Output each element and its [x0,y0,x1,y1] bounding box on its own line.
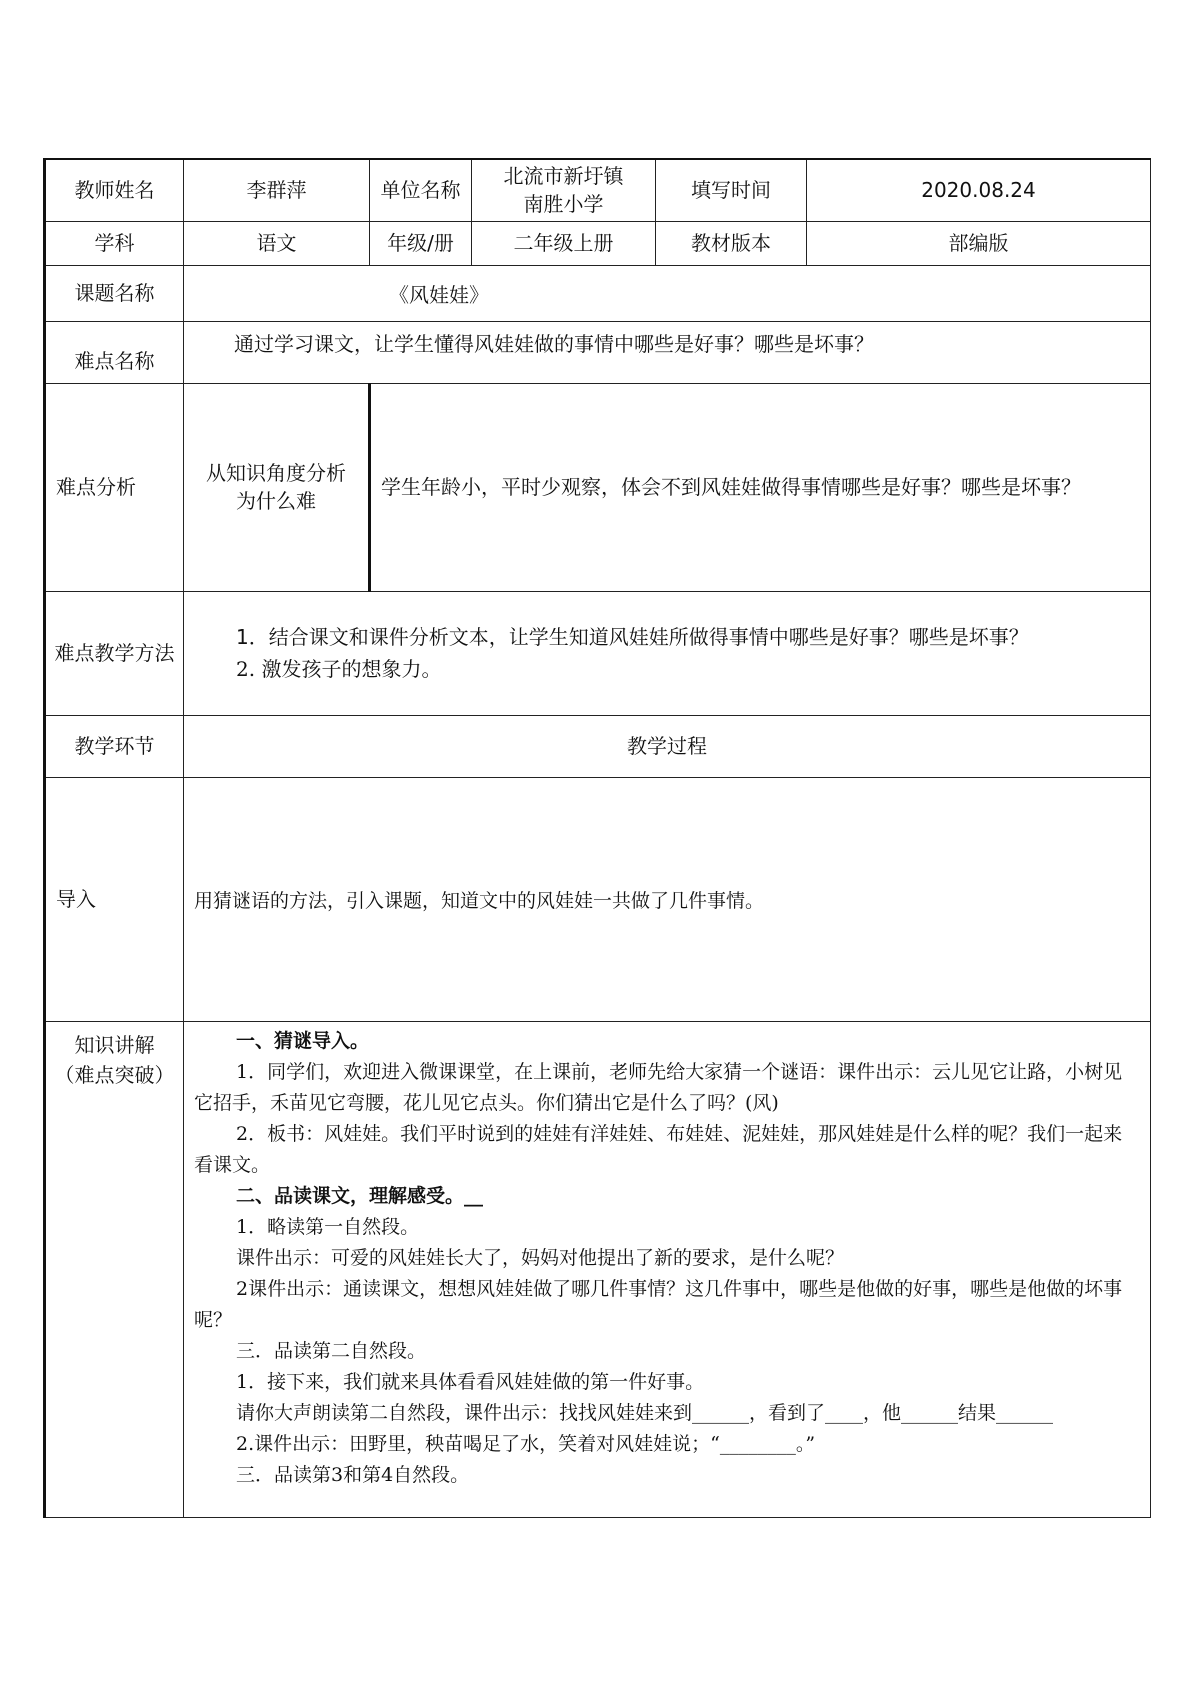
analysis-label: 难点分析 [45,383,184,591]
date-value: 2020.08.24 [807,159,1151,221]
difficulty-label: 难点名称 [45,321,184,383]
teacher-value: 李群萍 [184,159,370,221]
analysis-sub-label: 从知识角度分析为什么难 [184,383,370,591]
edition-value: 部编版 [807,221,1151,265]
knowledge-label-line2: （难点突破） [54,1062,175,1087]
edition-label: 教材版本 [656,221,807,265]
date-label: 填写时间 [656,159,807,221]
knowledge-line: 2．板书：风娃娃。我们平时说到的娃娃有洋娃娃、布娃娃、泥娃娃，那风娃娃是什么样的呢？我们一起来看课文。 [194,1122,1123,1176]
row-topic [45,265,1151,321]
row-knowledge [45,1021,1151,1517]
analysis-value: 学生年龄小，平时少观察，体会不到风娃娃做得事情哪些是好事？哪些是坏事？ [370,383,1151,591]
process-title: 教学过程 [184,715,1151,777]
methods-label: 难点教学方法 [45,591,184,715]
row-difficulty [45,321,1151,383]
lesson-plan-table [43,158,1151,1518]
methods-item-1: 1．结合课文和课件分析文本，让学生知道风娃娃所做得事情中哪些是好事？哪些是坏事？ [236,625,1029,649]
grade-label: 年级/册 [370,221,472,265]
knowledge-line: 2.课件出示：田野里，秧苗喝足了水，笑着对风娃娃说；“________。” [236,1432,816,1455]
methods-list [184,591,1151,715]
intro-value: 用猜谜语的方法，引入课题，知道文中的风娃娃一共做了几件事情。 [184,777,1151,1021]
topic-value: 《风娃娃》 [184,265,1151,321]
row-methods [45,591,1151,715]
teacher-label: 教师姓名 [45,159,184,221]
row-teacher [45,159,1151,221]
knowledge-label-line1: 知识讲解 [74,1032,155,1057]
knowledge-line: 课件出示：可爱的风娃娃长大了，妈妈对他提出了新的要求，是什么呢？ [236,1246,845,1269]
knowledge-line: 1．同学们，欢迎进入微课课堂，在上课前，老师先给大家猜一个谜语：课件出示：云儿见它让路，小树见它招手，禾苗见它弯腰，花儿见它点头。你们猜出它是什么了吗？(风) [194,1060,1123,1114]
knowledge-line: 二、品读课文，理解感受。__ [236,1184,484,1207]
grade-value: 二年级上册 [472,221,656,265]
knowledge-content [184,1021,1151,1517]
unit-value: 北流市新圩镇南胜小学 [472,159,656,221]
subject-label: 学科 [45,221,184,265]
knowledge-line: 一、猜谜导入。 [236,1029,370,1052]
methods-item-2: 2. 激发孩子的想象力。 [236,657,442,681]
topic-label: 课题名称 [45,265,184,321]
subject-value: 语文 [184,221,370,265]
knowledge-line: 三．品读第二自然段。 [236,1339,427,1362]
knowledge-line: 1．略读第一自然段。 [236,1215,420,1238]
row-subject [45,221,1151,265]
knowledge-line: 1．接下来，我们就来具体看看风娃娃做的第一件好事。 [236,1370,705,1393]
knowledge-line: 2课件出示：通读课文，想想风娃娃做了哪几件事情？这几件事中，哪些是他做的好事，哪些是他做的坏事呢？ [194,1277,1123,1331]
process-stage-label: 教学环节 [45,715,184,777]
intro-label: 导入 [45,777,184,1021]
row-intro [45,777,1151,1021]
difficulty-value: 通过学习课文，让学生懂得风娃娃做的事情中哪些是好事？哪些是坏事？ [184,321,1151,383]
row-process-header [45,715,1151,777]
row-analysis [45,383,1151,591]
knowledge-label [45,1021,184,1517]
unit-label: 单位名称 [370,159,472,221]
knowledge-line: 三．品读第3和第4自然段。 [236,1463,470,1486]
knowledge-line: 请你大声朗读第二自然段，课件出示：找找风娃娃来到______，看到了____，他______结果______ [236,1401,1054,1424]
